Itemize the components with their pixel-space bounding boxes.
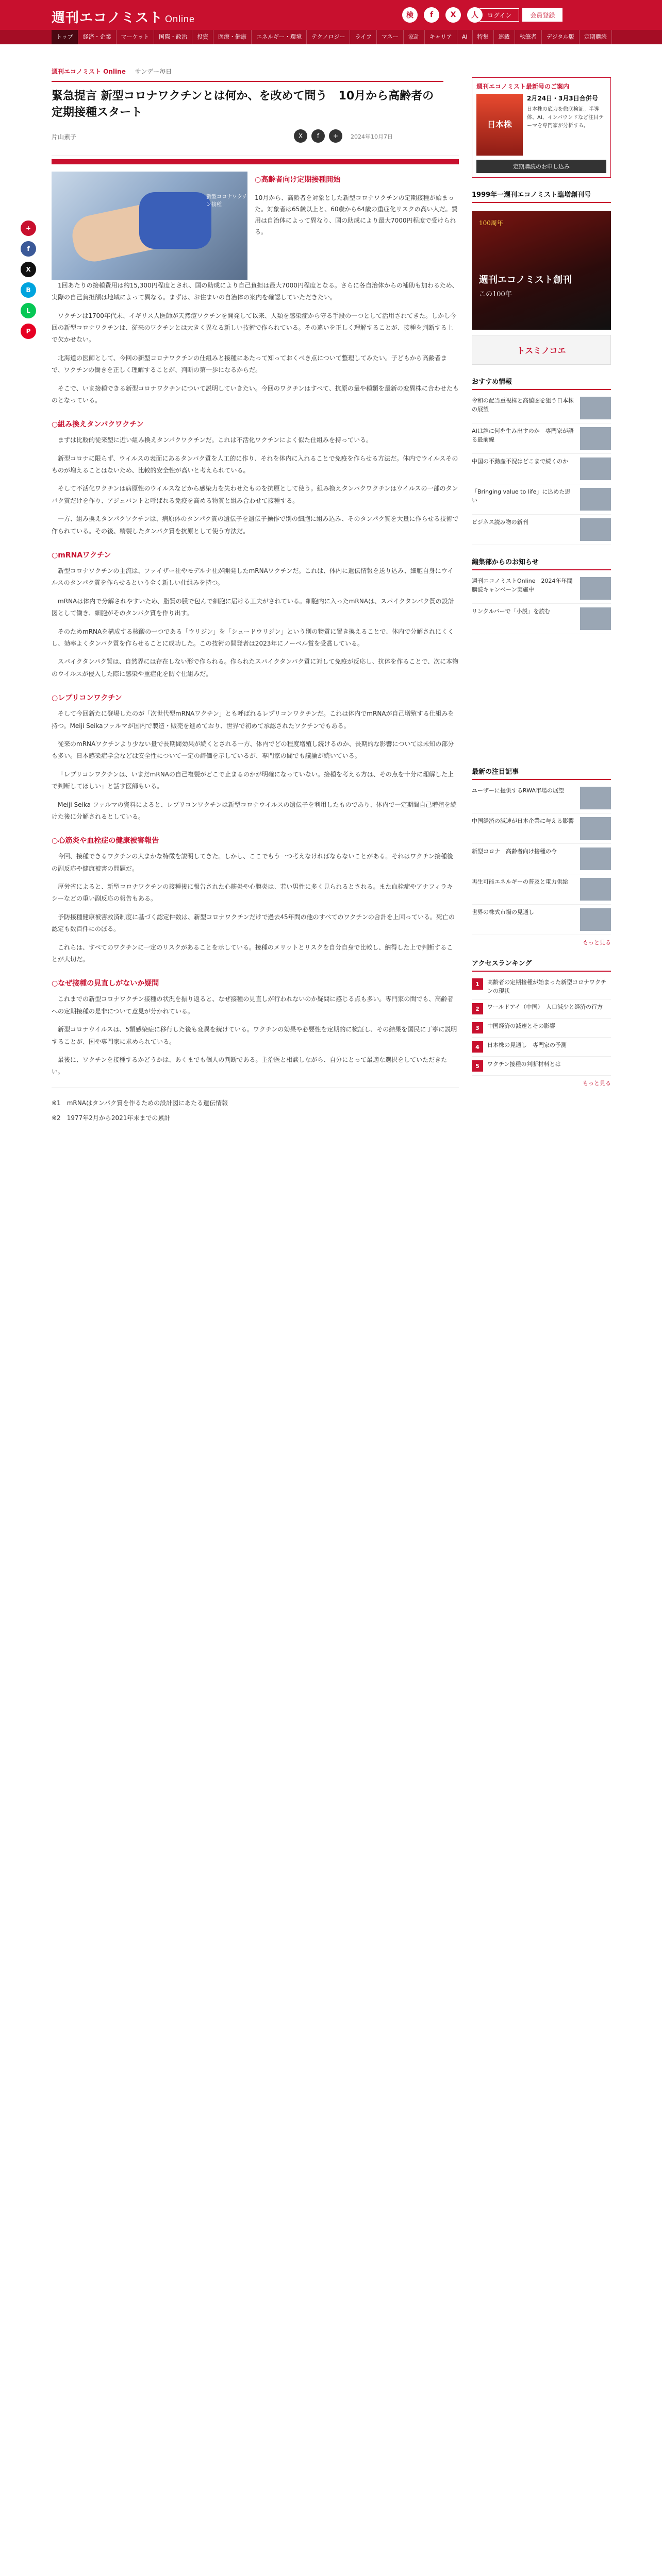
nav-item[interactable]: デジタル版 <box>542 30 580 44</box>
sidebar-item[interactable] <box>472 1038 611 1057</box>
sidebar-item[interactable] <box>472 515 611 545</box>
section-heading: ○レプリコンワクチン <box>52 694 122 703</box>
rank-number: 4 <box>472 1041 483 1053</box>
editor-list <box>472 553 611 634</box>
article-paragraph: 最後に、ワクチンを接種するかどうかは、あくまでも個人の判断である。主治医と相談しながら、自分にとって最適な選択をしていただきたい。 <box>52 1056 448 1076</box>
sidebar-item-thumbnail <box>580 848 611 870</box>
article-paragraph: 一方、組み換えタンパクワクチンは、病原体のタンパク質の遺伝子を遺伝子操作で別の細胞に組み込み、そのタンパク質を大量に作らせる技術で作られている。その後、精製したタンパク質を抗原として使う方法だ。 <box>52 515 459 535</box>
section-heading: ○心筋炎や血栓症の健康被害報告 <box>52 837 159 845</box>
recommend-list <box>472 373 611 545</box>
nav-item[interactable]: ライフ <box>350 30 376 44</box>
intro-heading: ○高齢者向け定期接種開始 <box>255 175 341 184</box>
sidebar-item[interactable] <box>472 905 611 935</box>
hatena-share-button[interactable]: B <box>21 282 36 298</box>
article-photo <box>52 172 247 280</box>
article-paragraph: そこで、いま接種できる新型コロナワクチンについて説明していきたい。今回のワクチンはすべて、抗原の量や種類を最新の変異株に合わせたものとなっている。 <box>52 384 459 404</box>
article-paragraph: 今回、接種できるワクチンの大まかな特徴を説明してきた。しかし、ここでもう一つ考えなければならないことがある。それはワクチン接種後の副反応や健康被害の問題だ。 <box>52 853 453 872</box>
photo-glove-shape <box>139 192 211 249</box>
sidebar-item[interactable] <box>472 975 611 999</box>
sidebar-item-title: ビジネス読み物の新刊 <box>472 519 528 526</box>
photo-caption: 新型コロナワクチン接種 <box>206 194 247 208</box>
nav-item[interactable]: 連載 <box>494 30 515 44</box>
section-heading: ○組み換えタンパクワクチン <box>52 420 144 429</box>
recommend-heading: おすすめ情報 <box>472 373 611 390</box>
sidebar-item[interactable] <box>472 573 611 604</box>
sidebar-item-thumbnail <box>580 397 611 419</box>
sidebar-item-thumbnail <box>580 488 611 511</box>
sidebar-item-title: 中国経済の減速とその影響 <box>487 1023 555 1029</box>
nav-item[interactable]: 投資 <box>192 30 213 44</box>
article-paragraph: Meiji Seika ファルマの資料によると、レプリコンワクチンは新型コロナウイルスの遺伝子を利用したものであり、体内で一定期間自己増殖を続けた後に分解されるとしている。 <box>52 801 457 820</box>
sidebar-item-thumbnail <box>580 518 611 541</box>
article-paragraph: 新型コロナワクチンの主流は、ファイザー社やモデルナ社が開発したmRNAワクチンだ。これは、体内に遺伝情報を送り込み、細胞自身にウイルスのタンパク質を作らせるという全く新しい仕組みを持つ。 <box>52 567 454 587</box>
footnote: ※2 1977年2月から2021年末までの累計 <box>52 1114 171 1122</box>
article-paragraph: そして不活化ワクチンは病原性のウイルスなどから感染力を失わせたものを抗原として使う。組み換えタンパクワクチンはウイルスの一部のタンパク質だけを作り、アジュバントと呼ばれる免疫を高める物質と組み合わせて接種する。 <box>52 485 458 504</box>
nav-item[interactable]: マネー <box>377 30 404 44</box>
sidebar-item[interactable] <box>472 844 611 874</box>
article-paragraph: スパイクタンパク質は、自然界には存在しない形で作られる。作られたスパイクタンパク質に対して免疫が反応し、抗体を作ることで、次に本物のウイルスが侵入した際に感染や重症化を防ぐ仕組みだ。 <box>52 658 459 677</box>
nav-item[interactable]: 執筆者 <box>515 30 542 44</box>
sidebar-item[interactable] <box>472 999 611 1019</box>
banner-title: 週刊エコノミスト創刊 <box>479 275 572 285</box>
sidebar-item-title: ワールドアイ（中国） 人口減少と経済の行方 <box>487 1004 603 1010</box>
sidebar-item-title: AIは誰に何を生み出すのか 専門家が語る最前線 <box>472 428 574 443</box>
sidebar-item-thumbnail <box>580 427 611 450</box>
article-intro <box>255 172 459 280</box>
breadcrumb <box>52 67 459 76</box>
more-link[interactable]: もっと見る <box>583 1080 611 1087</box>
sidebar-item-thumbnail <box>580 908 611 931</box>
article-paragraph: 1回あたりの接種費用は約15,300円程度とされ、国の助成により自己負担は最大7000円程度となる。さらに各自治体からの補助も加わるため、実際の自己負担額は地域によって異なる。まずは、お住まいの自治体の案内を確認していただきたい。 <box>52 281 458 301</box>
sidebar-item-thumbnail <box>580 787 611 809</box>
nav-item[interactable]: AI <box>457 30 473 44</box>
article-social <box>294 129 342 143</box>
article-body <box>52 280 459 1078</box>
nav-item[interactable]: マーケット <box>117 30 154 44</box>
pocket-share-button[interactable]: P <box>21 324 36 339</box>
article-paragraph: 新型コロナウイルスは、5類感染症に移行した後も変異を続けている。ワクチンの効果や必要性を定期的に検証し、その結果を国民に丁寧に説明することが、国や専門家に求められている。 <box>52 1026 457 1045</box>
sidebar-item-thumbnail <box>580 607 611 630</box>
share-rail <box>21 221 36 339</box>
sidebar-item-title: 令和の配当重視株と高値圏を狙う日本株の展望 <box>472 397 574 413</box>
article-hero <box>52 172 459 280</box>
ad-date: 2月24日・3月3日合併号 <box>527 95 598 102</box>
nav-item[interactable]: 特集 <box>473 30 494 44</box>
nav-item[interactable]: 定期購読 <box>580 30 612 44</box>
x-icon[interactable]: X <box>445 7 461 23</box>
sidebar-item-title: 再生可能エネルギーの普及と電力供給 <box>472 878 568 885</box>
sidebar-item[interactable] <box>472 423 611 454</box>
sidebar-item[interactable] <box>472 874 611 905</box>
article <box>52 67 459 1127</box>
article-paragraph: これらは、すべてのワクチンに一定のリスクがあることを示している。接種のメリットとリスクを自分自身で比較し、納得した上で判断することが大切だ。 <box>52 943 453 963</box>
sidebar-item-title: 世界の株式市場の見通し <box>472 909 534 916</box>
banner-wide[interactable]: トスミノコエ <box>472 335 611 365</box>
sidebar-item[interactable] <box>472 814 611 844</box>
article-paragraph: 北海道の医師として、今回の新型コロナワクチンの仕組みと接種にあたって知っておくべき点について整理してみたい。子どもから高齢者まで、ワクチンの働きを正しく理解することが、判断の第一歩になるからだ。 <box>52 354 447 374</box>
section-heading: ○mRNAワクチン <box>52 551 111 560</box>
auth-buttons <box>479 8 562 22</box>
article-paragraph: 予防接種健康被害救済制度に基づく認定件数は、新型コロナワクチンだけで過去45年間の他のすべてのワクチンの合計を上回っている。死亡の認定も数百件にのぼる。 <box>52 913 455 933</box>
sidebar-item-thumbnail <box>580 577 611 600</box>
facebook-icon[interactable]: f <box>311 129 325 143</box>
latest-list <box>472 763 611 946</box>
sidebar <box>472 77 611 1087</box>
facebook-share-button[interactable]: f <box>21 241 36 257</box>
editor-heading: 編集部からのお知らせ <box>472 553 611 570</box>
nav-item[interactable]: 家計 <box>404 30 425 44</box>
sidebar-item-title: 新型コロナ 高齢者向け接種の今 <box>472 848 557 855</box>
ranking-list <box>472 955 611 1087</box>
login-button[interactable]: ログイン <box>479 8 519 22</box>
sidebar-item-title: 中国の不動産不況はどこまで続くのか <box>472 458 568 465</box>
article-meta <box>52 125 459 156</box>
sidebar-item-thumbnail <box>580 817 611 840</box>
rank-number: 5 <box>472 1060 483 1072</box>
latest-heading: 最新の注目記事 <box>472 763 611 780</box>
sidebar-item-thumbnail <box>580 457 611 480</box>
sidebar-item[interactable] <box>472 454 611 484</box>
x-icon[interactable]: X <box>294 129 307 143</box>
article-date: 2024年10月7日 <box>351 133 393 140</box>
sidebar-item-title: 高齢者の定期接種が始まった新型コロナワクチンの現状 <box>487 979 606 994</box>
nav-item[interactable]: テクノロジー <box>307 30 350 44</box>
sponsor-heading[interactable]: 1999年一週刊エコノミスト臨増創刊号 <box>472 186 611 203</box>
ad-text: 日本株の底力を徹底検証。半導体、AI、インバウンドなど注目テーマを専門家が分析する。 <box>527 107 604 129</box>
sidebar-item[interactable] <box>472 393 611 423</box>
intro-text: 10月から、高齢者を対象とした新型コロナワクチンの定期接種が始まった。対象者は65歳以上と、60歳から64歳の重症化リスクの高い人だ。費用は自治体によって異なり、国の助成により最大7000円程度で受けられる。 <box>255 194 458 236</box>
article-author[interactable]: 片山素子 <box>52 133 77 141</box>
sidebar-item-title: 日本株の見通し 専門家の予測 <box>487 1042 567 1048</box>
article-paragraph: 新型コロナに限らず、ウイルスの表面にあるタンパク質を人工的に作り、それを体内に入れることで免疫を作らせる方法だ。体内でウイルスそのものが増えることはないため、比較的安全性が高いと考えられている。 <box>52 454 458 474</box>
sidebar-item-title: 中国経済の減速が日本企業に与える影響 <box>472 818 574 824</box>
section-heading: ○なぜ接種の見直しがないか疑問 <box>52 979 159 988</box>
article-paragraph: これまでの新型コロナワクチン接種の状況を振り返ると、なぜ接種の見直しが行われないのか疑問に感じる点も多い。専門家の間でも、高齢者への定期接種の是非について意見が分かれている。 <box>52 995 454 1015</box>
sidebar-item-thumbnail <box>580 878 611 901</box>
nav-item[interactable]: トップ <box>52 30 78 44</box>
sidebar-item-title: ユーザーに提供するRWA市場の展望 <box>472 787 564 794</box>
more-link[interactable]: もっと見る <box>583 939 611 946</box>
category-nav <box>0 30 662 44</box>
anniversary-banner[interactable] <box>472 211 611 365</box>
sidebar-item[interactable] <box>472 783 611 814</box>
header-icons <box>402 7 483 23</box>
nav-item[interactable]: 国際・政治 <box>154 30 192 44</box>
article-paragraph: そして今回新たに登場したのが「次世代型mRNAワクチン」とも呼ばれるレプリコンワクチンだ。これは体内でmRNAが自己増殖する仕組みを持つ。Meiji Seikaファルマが国内で製造・販売を進めており、世界で初めて承認されたワクチンでもある。 <box>52 710 454 730</box>
site-logo[interactable]: 週刊エコノミスト Online <box>52 10 195 26</box>
sidebar-item[interactable] <box>472 1057 611 1076</box>
magazine-cover[interactable]: 日本株 <box>476 94 523 156</box>
rank-number: 3 <box>472 1022 483 1033</box>
article-title: 緊急提言 新型コロナワクチンとは何か、を改めて問う 10月から高齢者の定期接種スタート <box>52 81 443 121</box>
breadcrumb-section[interactable]: サンデー毎日 <box>135 68 172 75</box>
sidebar-item[interactable] <box>472 604 611 634</box>
article-notes <box>52 1097 459 1124</box>
x-share-button[interactable]: X <box>21 262 36 277</box>
footnote: ※1 mRNAはタンパク質を作るための設計図にあたる遺伝情報 <box>52 1099 228 1107</box>
facebook-icon[interactable]: f <box>424 7 439 23</box>
nav-item[interactable]: キャリア <box>425 30 457 44</box>
sidebar-item-title: 週刊エコノミストOnline 2024年年間購読キャンペーン実施中 <box>472 578 573 593</box>
divider <box>52 159 459 164</box>
ranking-heading: アクセスランキング <box>472 955 611 972</box>
article-paragraph: 厚労省によると、新型コロナワクチンの接種後に報告された心筋炎や心膜炎は、若い男性に多く見られるとされる。また血栓症やアナフィラキシーなどの重い副反応の報告もある。 <box>52 883 453 903</box>
nav-item[interactable]: 医療・健康 <box>213 30 252 44</box>
bookmark-share-button[interactable]: + <box>21 221 36 236</box>
banner-subtitle: この100年 <box>479 291 512 299</box>
sidebar-item[interactable] <box>472 484 611 515</box>
search-icon[interactable]: 検 <box>402 7 418 23</box>
article-paragraph: まずは比較的従来型に近い組み換えタンパクワクチンだ。これは不活化ワクチンによく似た仕組みを持っている。 <box>58 436 372 444</box>
rank-number: 1 <box>472 978 483 990</box>
user-icon[interactable]: 人 <box>467 7 483 23</box>
sidebar-item-title: ワクチン接種の判断材料とは <box>487 1061 561 1067</box>
breadcrumb-brand[interactable]: 週刊エコノミスト Online <box>52 68 126 75</box>
nav-item[interactable]: エネルギー・環境 <box>252 30 307 44</box>
nav-item[interactable]: 経済・企業 <box>78 30 117 44</box>
line-share-button[interactable]: L <box>21 303 36 318</box>
magazine-ad[interactable] <box>472 77 611 178</box>
article-paragraph: 「レプリコンワクチンは、いまだmRNAの自己複製がどこで止まるのかが明確になっていない。接種を考える方は、その点を十分に理解した上で判断してほしい」と話す医師もいる。 <box>52 770 454 790</box>
article-paragraph: 従来のmRNAワクチンより少ない量で長期間効果が続くとされる一方、体内でどの程度増殖し続けるのか、長期的な影響については未知の部分も多い。日本感染症学会などは安全性について一定の評価を示しているが、専門家の間でも議論が続いている。 <box>52 740 454 760</box>
subscribe-button[interactable]: 定期購読のお申し込み <box>476 160 606 173</box>
sidebar-item-title: 「Bringing value to life」に込めた思い <box>472 488 571 504</box>
bookmark-icon[interactable]: + <box>329 129 342 143</box>
article-paragraph: mRNAは体内で分解されやすいため、脂質の膜で包んで細胞に届ける工夫がされている。細胞内に入ったmRNAは、スパイクタンパク質の設計図として働き、細胞がそのタンパク質を作り出す。 <box>52 597 454 617</box>
sidebar-item[interactable] <box>472 1019 611 1038</box>
banner-tag: 100周年 <box>479 219 503 227</box>
article-paragraph: そのためmRNAを構成する核酸の一つである「ウリジン」を「シュードウリジン」という別の物質に置き換えることで、体内で分解されにくくし、効率よくタンパク質を作らせることに成功した。この技術の開発者は2023年にノーベル賞を受賞している。 <box>52 628 454 647</box>
masthead <box>0 0 662 30</box>
sponsor-block <box>472 186 611 203</box>
ad-title: 週刊エコノミスト最新号のご案内 <box>476 83 570 90</box>
register-button[interactable]: 会員登録 <box>522 8 562 22</box>
article-paragraph: ワクチンは1700年代末、イギリス人医師が天然痘ワクチンを開発して以来、人類を感染症から守る手段の一つとして活用されてきた。しかし今回の新型コロナワクチンは、従来のワクチンとは大きく異なる新しい技術で作られている。その違いを正しく理解することが、接種を判断する上で欠かせない。 <box>52 312 457 344</box>
rank-number: 2 <box>472 1003 483 1014</box>
sidebar-item-title: リンクルバーで「小説」を読む <box>472 608 551 615</box>
